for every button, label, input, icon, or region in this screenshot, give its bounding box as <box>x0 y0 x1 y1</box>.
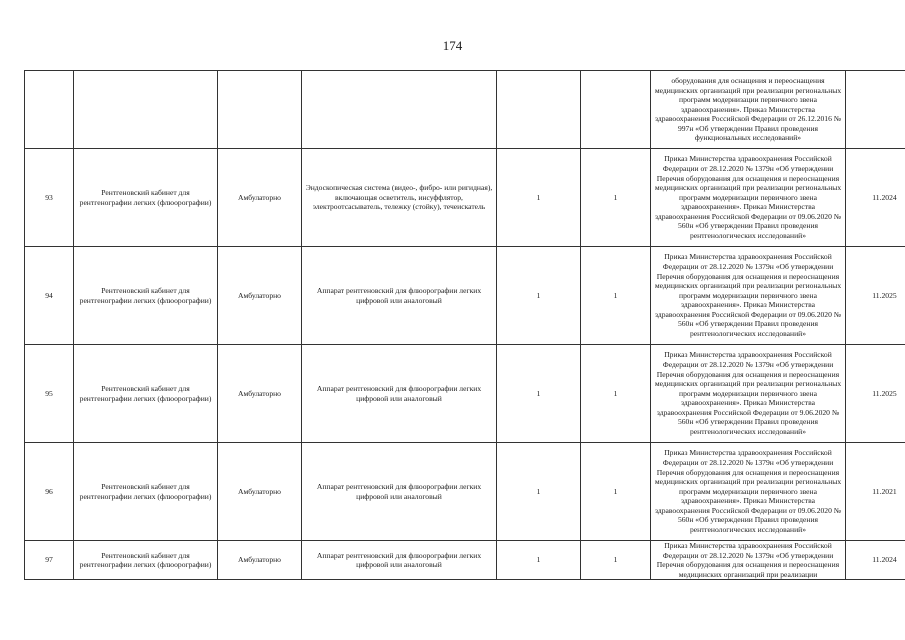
cell-equipment: Аппарат рентгеновский для флюорографии легких цифровой или аналоговый <box>302 345 497 443</box>
cell-legal-basis: Приказ Министерства здравоохранения Российской Федерации от 28.12.2020 № 1379н «Об утверждении Перечня оборудования для оснащения и переоснащения медицинских организаций при реализации региональных программ модернизации первичного звена здравоохранения». Приказ Министерства здравоохранения Российской Федерации от 09.06.2020 № 560н «Об утверждении Правил проведения рентгенологических исследований» <box>651 247 846 345</box>
cell-equipment: Аппарат рентгеновский для флюорографии легких цифровой или аналоговый <box>302 443 497 541</box>
cell-department: Амбулаторно <box>218 149 302 247</box>
cell-legal-basis: Приказ Министерства здравоохранения Российской Федерации от 28.12.2020 № 1379н «Об утверждении Перечня оборудования для оснащения и переоснащения медицинских организаций при реализации <box>651 541 846 580</box>
table-row <box>25 541 905 580</box>
cell-quantity-b <box>581 71 651 149</box>
table-row <box>25 247 905 345</box>
cell-number: 94 <box>25 247 74 345</box>
cell-room: Рентгеновский кабинет для рентгенографии легких (флюорографии) <box>74 443 218 541</box>
cell-quantity-a: 1 <box>497 443 581 541</box>
cell-date: 11.2025 <box>846 247 905 345</box>
cell-number: 95 <box>25 345 74 443</box>
table-row-continuation <box>25 71 905 149</box>
cell-quantity-b: 1 <box>581 247 651 345</box>
cell-equipment: Аппарат рентгеновский для флюорографии легких цифровой или аналоговый <box>302 541 497 580</box>
cell-date <box>846 71 905 149</box>
cell-date: 11.2024 <box>846 149 905 247</box>
cell-date: 11.2021 <box>846 443 905 541</box>
cell-number: 97 <box>25 541 74 580</box>
cell-room: Рентгеновский кабинет для рентгенографии легких (флюорографии) <box>74 345 218 443</box>
cell-room: Рентгеновский кабинет для рентгенографии легких (флюорографии) <box>74 149 218 247</box>
cell-number: 93 <box>25 149 74 247</box>
cell-department: Амбулаторно <box>218 541 302 580</box>
cell-equipment: Эндоскопическая система (видео-, фибро- или ригидная), включающая осветитель, инсуффлятор, электроотсасыватель, тележку (стойку), течеискатель <box>302 149 497 247</box>
cell-legal-basis: Приказ Министерства здравоохранения Российской Федерации от 28.12.2020 № 1379н «Об утверждении Перечня оборудования для оснащения и переоснащения медицинских организаций при реализации региональных программ модернизации первичного звена здравоохранения». Приказ Министерства здравоохранения Российской Федерации от 9.06.2020 № 560н «Об утверждении Правил проведения рентгенологических исследований» <box>651 345 846 443</box>
cell-quantity-b: 1 <box>581 149 651 247</box>
cell-quantity-a: 1 <box>497 247 581 345</box>
cell-quantity-a: 1 <box>497 345 581 443</box>
cell-number: 96 <box>25 443 74 541</box>
cell-room: Рентгеновский кабинет для рентгенографии легких (флюорографии) <box>74 247 218 345</box>
cell-quantity-b: 1 <box>581 443 651 541</box>
cell-legal-basis: Приказ Министерства здравоохранения Российской Федерации от 28.12.2020 № 1379н «Об утверждении Перечня оборудования для оснащения и переоснащения медицинских организаций при реализации региональных программ модернизации первичного звена здравоохранения». Приказ Министерства здравоохранения Российской Федерации от 09.06.2020 № 560н «Об утверждении Правил проведения рентгенологических исследований» <box>651 443 846 541</box>
cell-room: Рентгеновский кабинет для рентгенографии легких (флюорографии) <box>74 541 218 580</box>
table-row <box>25 345 905 443</box>
cell-equipment <box>302 71 497 149</box>
cell-quantity-a <box>497 71 581 149</box>
cell-quantity-b: 1 <box>581 541 651 580</box>
equipment-registry-table <box>24 70 905 580</box>
cell-quantity-a: 1 <box>497 541 581 580</box>
cell-number <box>25 71 74 149</box>
cell-department: Амбулаторно <box>218 345 302 443</box>
table-row <box>25 149 905 247</box>
cell-equipment: Аппарат рентгеновский для флюорографии легких цифровой или аналоговый <box>302 247 497 345</box>
cell-quantity-a: 1 <box>497 149 581 247</box>
cell-date: 11.2024 <box>846 541 905 580</box>
cell-date: 11.2025 <box>846 345 905 443</box>
table-row <box>25 443 905 541</box>
cell-room <box>74 71 218 149</box>
cell-legal-basis: оборудования для оснащения и переоснащения медицинских организаций при реализации региональных программ модернизации первичного звена здравоохранения». Приказ Министерства здравоохранения Российской Федерации от 26.12.2016 № 997н «Об утверждении Правил проведения функциональных исследований» <box>651 71 846 149</box>
cell-quantity-b: 1 <box>581 345 651 443</box>
cell-department <box>218 71 302 149</box>
cell-department: Амбулаторно <box>218 443 302 541</box>
cell-department: Амбулаторно <box>218 247 302 345</box>
page-number: 174 <box>442 38 463 53</box>
cell-legal-basis: Приказ Министерства здравоохранения Российской Федерации от 28.12.2020 № 1379н «Об утверждении Перечня оборудования для оснащения и переоснащения медицинских организаций при реализации региональных программ модернизации первичного звена здравоохранения». Приказ Министерства здравоохранения Российской Федерации от 09.06.2020 № 560н «Об утверждении Правил проведения рентгенологических исследований» <box>651 149 846 247</box>
